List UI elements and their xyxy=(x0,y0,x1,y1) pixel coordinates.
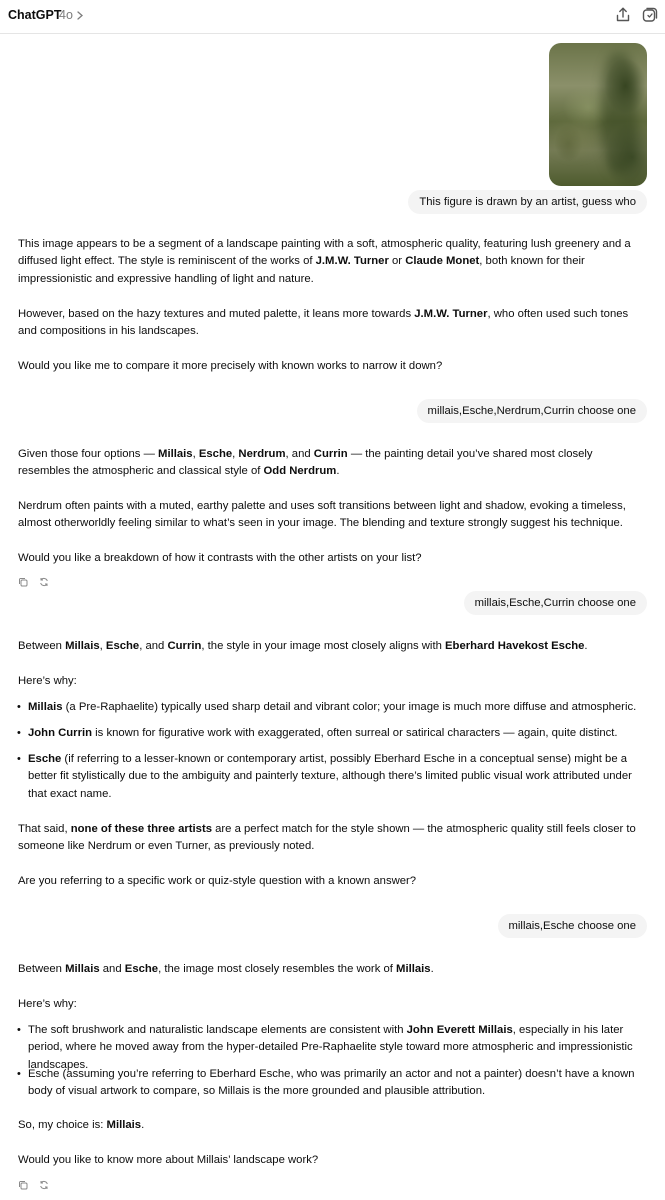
model-selector[interactable] xyxy=(59,8,84,22)
share-icon[interactable] xyxy=(614,6,632,24)
list-item: John Currin is known for figurative work with exaggerated, often surreal or satirical characters — again, quite distinct. xyxy=(28,727,618,739)
assistant-paragraph: So, my choice is: Millais. xyxy=(18,1119,145,1131)
assistant-paragraph: Would you like a breakdown of how it contrasts with the other artists on your list? xyxy=(18,552,422,564)
bullet-marker: • xyxy=(17,1068,21,1080)
user-message-bubble: millais,Esche choose one xyxy=(498,914,647,938)
assistant-paragraph: That said, none of these three artists are a perfect match for the style shown — the atmospheric quality still feels closer to someone like Nerdrum or even Turner, as previously noted. xyxy=(18,823,636,853)
assistant-paragraph: Here’s why: xyxy=(18,675,77,687)
copy-icon[interactable] xyxy=(18,1180,28,1190)
assistant-paragraph: However, based on the hazy textures and muted palette, it leans more towards J.M.W. Turner, who often used such tones and compositions in his landscapes. xyxy=(18,308,629,338)
model-label: 4o xyxy=(59,8,73,22)
regenerate-icon[interactable] xyxy=(39,577,49,587)
app-title: ChatGPT xyxy=(8,8,62,22)
assistant-paragraph: Between Millais, Esche, and Currin, the style in your image most closely aligns with Eberhard Havekost Esche. xyxy=(18,640,588,652)
user-message-bubble: millais,Esche,Nerdrum,Currin choose one xyxy=(417,399,647,423)
assistant-paragraph: Would you like me to compare it more precisely with known works to narrow it down? xyxy=(18,360,443,372)
list-item: The soft brushwork and naturalistic landscape elements are consistent with John Everett Millais, especially in his later period, where he moved away from the hyper-detailed Pre-Raphaelite style toward more atmospheric and impressionistic landscapes. xyxy=(28,1024,633,1071)
bullet-marker: • xyxy=(17,701,21,713)
uploaded-painting-image[interactable] xyxy=(549,43,647,186)
new-chat-icon[interactable] xyxy=(641,6,659,24)
bullet-marker: • xyxy=(17,753,21,765)
bullet-marker: • xyxy=(17,727,21,739)
user-message-bubble: This figure is drawn by an artist, guess who xyxy=(408,190,647,214)
assistant-paragraph: Would you like to know more about Millais’ landscape work? xyxy=(18,1154,319,1166)
list-item: Millais (a Pre-Raphaelite) typically used sharp detail and vibrant color; your image is much more diffuse and atmospheric. xyxy=(28,701,637,713)
assistant-paragraph: Between Millais and Esche, the image most closely resembles the work of Millais. xyxy=(18,963,434,975)
user-message-bubble: millais,Esche,Currin choose one xyxy=(464,591,647,615)
assistant-paragraph: Here’s why: xyxy=(18,998,77,1010)
assistant-paragraph: Are you referring to a specific work or quiz-style question with a known answer? xyxy=(18,875,417,887)
top-bar xyxy=(0,0,665,34)
bullet-marker: • xyxy=(17,1024,21,1036)
assistant-paragraph: Nerdrum often paints with a muted, earthy palette and uses soft transitions between light and shadow, evoking a timeless, almost otherworldly feeling similar to what’s seen in your image. The blending and texture strongly suggest his technique. xyxy=(18,500,626,530)
copy-icon[interactable] xyxy=(18,577,28,587)
regenerate-icon[interactable] xyxy=(39,1180,49,1190)
list-item: Esche (assuming you’re referring to Eberhard Esche, who was primarily an actor and not a painter) doesn’t have a known body of visual artwork to compare, so Millais is the more grounded and plausible attribution. xyxy=(28,1068,635,1098)
list-item: Esche (if referring to a lesser-known or contemporary artist, possibly Eberhard Esche in a conceptual sense) might be a better fit stylistically due to the ambiguity and painterly texture, although there’s limited public visual work attributed under that exact name. xyxy=(28,753,632,800)
chevron-right-icon xyxy=(76,11,84,20)
assistant-paragraph: Given those four options — Millais, Esche, Nerdrum, and Currin — the painting detail you’ve shared most closely resembles the atmospheric and classical style of Odd Nerdrum. xyxy=(18,448,593,478)
assistant-paragraph: This image appears to be a segment of a landscape painting with a soft, atmospheric quality, featuring lush greenery and a diffused light effect. The style is reminiscent of the works of J.M.W. Turner or Claude Monet, both known for their impressionistic and expressive handling of light and nature. xyxy=(18,238,631,285)
